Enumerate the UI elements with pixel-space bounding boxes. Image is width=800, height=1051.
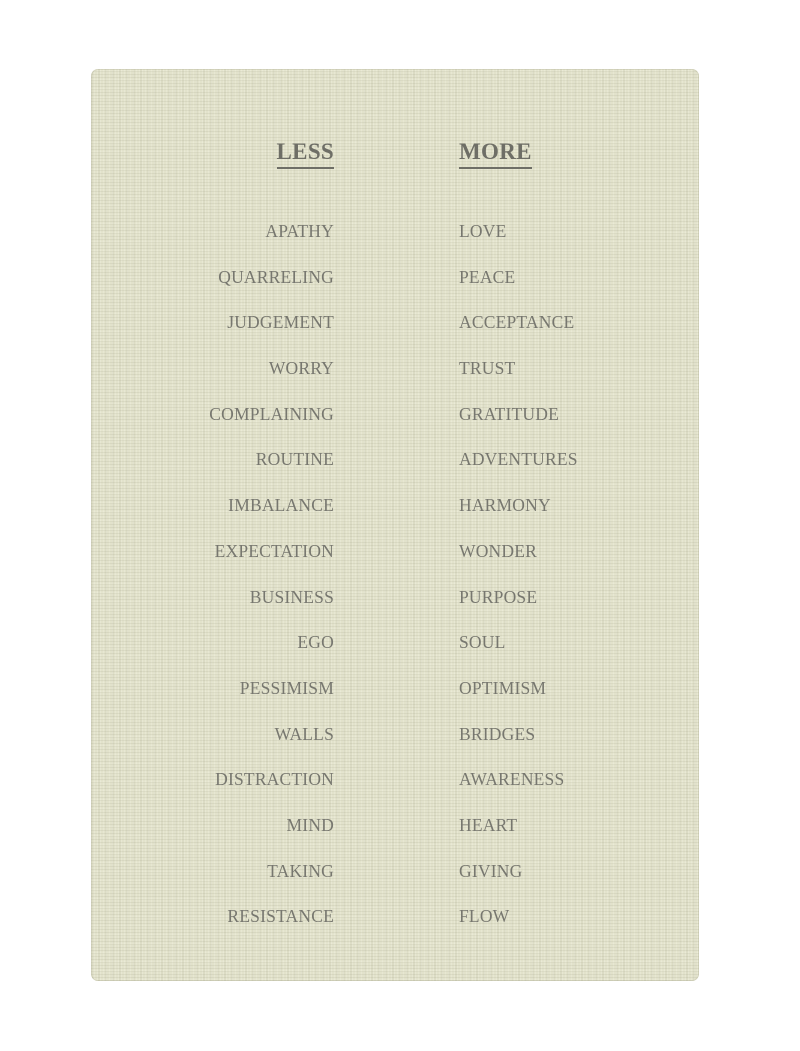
more-word: SOUL	[459, 632, 506, 653]
less-word: DISTRACTION	[215, 769, 334, 790]
more-word: ADVENTURES	[459, 449, 578, 470]
less-word: ROUTINE	[255, 449, 334, 470]
less-word: EGO	[297, 632, 334, 653]
less-word: QUARRELING	[218, 266, 334, 287]
less-column	[209, 218, 334, 949]
more-word: HEART	[459, 814, 518, 835]
less-word: JUDGEMENT	[227, 312, 334, 333]
more-word: TRUST	[459, 358, 516, 379]
more-word: GIVING	[459, 860, 523, 881]
more-word: PURPOSE	[459, 586, 538, 607]
more-word: ACCEPTANCE	[459, 312, 575, 333]
more-column	[459, 218, 578, 949]
more-word: LOVE	[459, 221, 507, 241]
more-word: GRATITUDE	[459, 403, 559, 424]
more-word: AWARENESS	[459, 769, 565, 790]
more-word: FLOW	[459, 906, 510, 927]
less-word: RESISTANCE	[227, 906, 334, 927]
more-word: OPTIMISM	[459, 677, 547, 698]
less-word: PESSIMISM	[239, 677, 334, 698]
heading-more: MORE	[459, 138, 532, 169]
less-word: COMPLAINING	[209, 403, 334, 424]
less-word: APATHY	[265, 221, 334, 241]
heading-less: LESS	[277, 138, 334, 169]
more-word: PEACE	[459, 266, 516, 287]
less-word: MIND	[286, 814, 334, 835]
less-word: WORRY	[268, 358, 334, 379]
less-word: WALLS	[274, 723, 334, 744]
less-word: EXPECTATION	[214, 540, 334, 561]
more-word: HARMONY	[459, 495, 551, 516]
less-word: IMBALANCE	[228, 495, 334, 516]
less-word: BUSINESS	[249, 586, 334, 607]
more-word: BRIDGES	[459, 723, 536, 744]
linen-canvas-print	[91, 69, 699, 981]
less-word: TAKING	[267, 860, 334, 881]
more-word: WONDER	[459, 540, 537, 561]
